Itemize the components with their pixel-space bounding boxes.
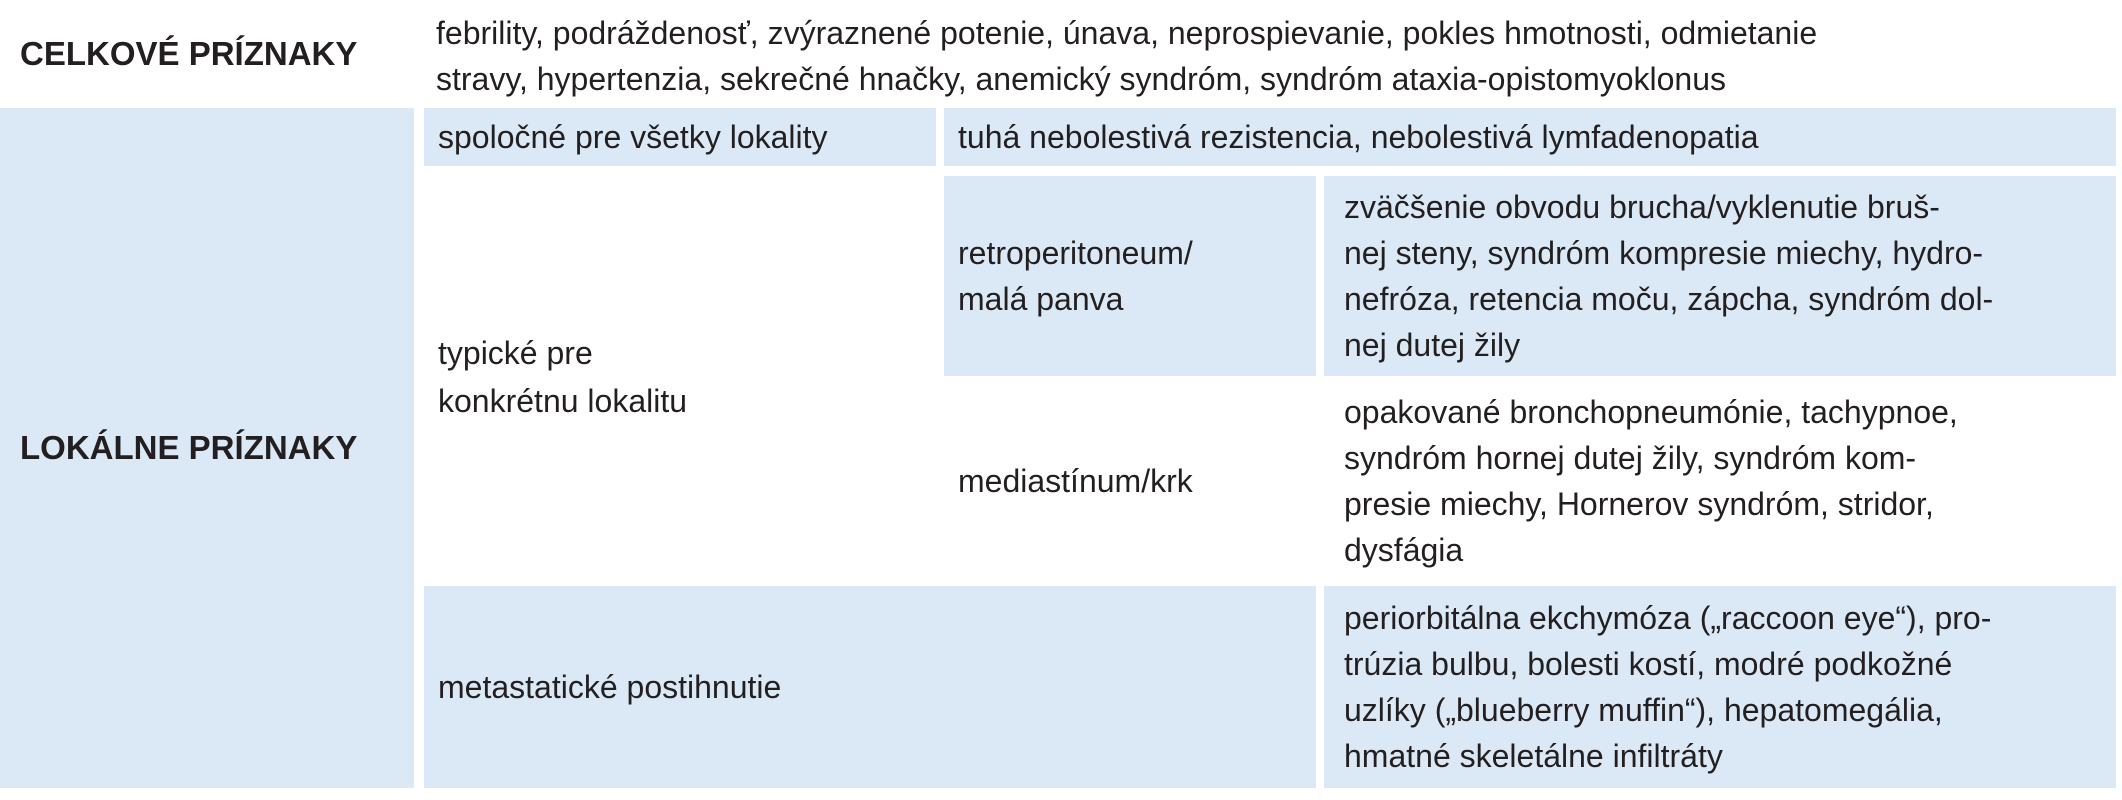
site-retroperitoneum-text: zväčšenie obvodu brucha/vyklenutie bruš- nej steny, syndróm kompresie miechy, hydro- nefróza, retencia moču, zápcha, syndróm dol- nej dutej žily (1324, 176, 2116, 376)
common-text: tuhá nebolestivá rezistencia, nebolestivá lymfadenopatia (944, 108, 2116, 166)
local-symptoms-heading: LOKÁLNE PRÍZNAKY (0, 108, 414, 788)
metastatic-label: metastatické postihnutie (424, 586, 1316, 788)
general-symptoms-text: febrility, podráždenosť, zvýraznené potenie, únava, neprospievanie, pokles hmotnosti, odmietanie stravy, hypertenzia, sekrečné hnačky, anemický syndróm, syndróm ataxia-opistomyoklonus (436, 15, 1818, 97)
site-retroperitoneum-name: retroperitoneum/ malá panva (944, 176, 1316, 376)
general-symptoms-heading: CELKOVÉ PRÍZNAKY (20, 35, 358, 72)
typical-label: typické pre konkrétnu lokalitu (438, 335, 688, 419)
metastatic-text: periorbitálna ekchymóza („raccoon eye“), pro- trúzia bulbu, bolesti kostí, modré podkožné uzlíky („blueberry muffin“), hepatomegália, hmatné skeletálne infiltráty (1324, 586, 2116, 788)
site-mediastinum-name: mediastínum/krk (958, 463, 1193, 499)
site-mediastinum-text: opakované bronchopneumónie, tachypnoe, syndróm hornej dutej žily, syndróm kom- presie miechy, Hornerov syndróm, stridor, dysfágia (1344, 394, 1958, 568)
common-label: spoločné pre všetky lokality (424, 108, 936, 166)
